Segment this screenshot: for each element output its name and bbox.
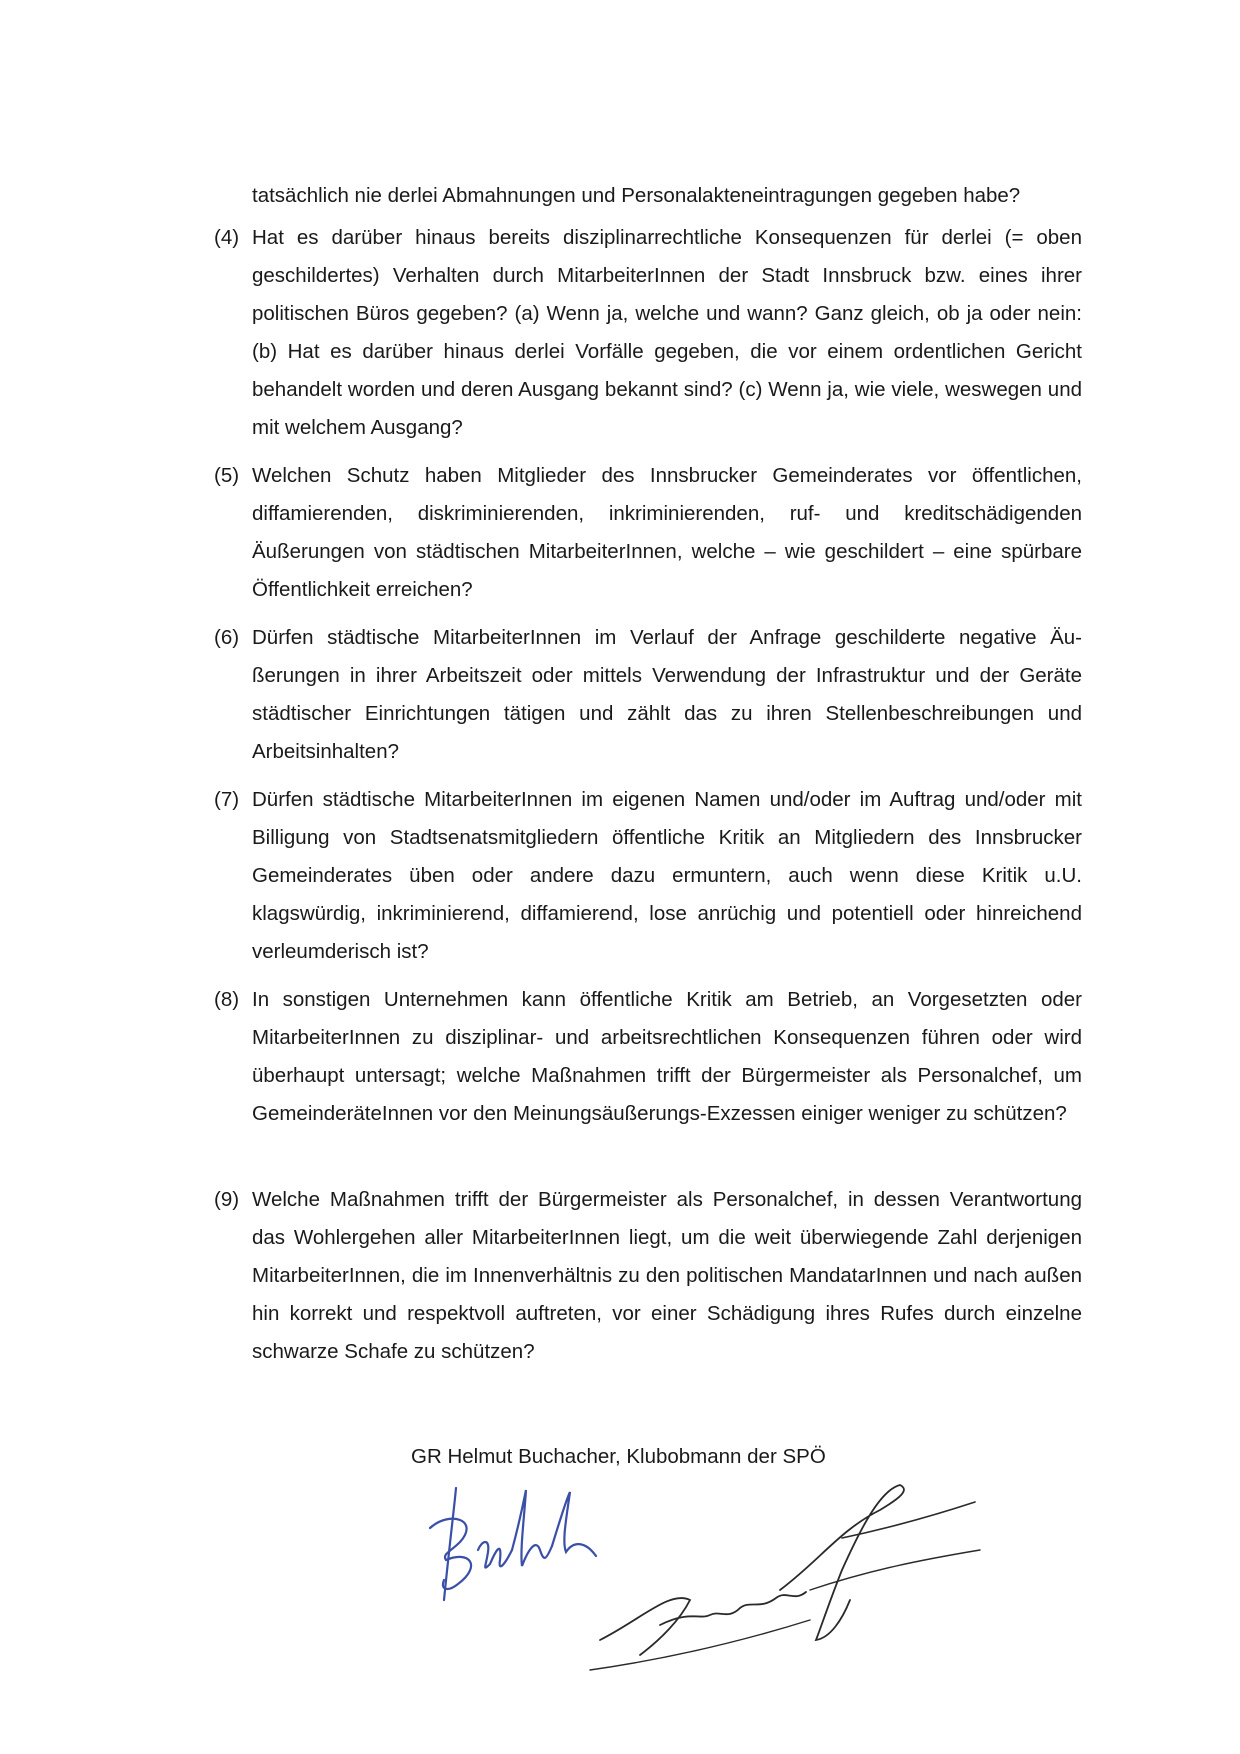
question-list <box>214 219 1082 1381</box>
question-number: (6) <box>214 626 240 649</box>
question-item <box>214 981 1082 1171</box>
question-number: (4) <box>214 226 240 249</box>
question-text: Dürfen städtische MitarbeiterInnen im eigenen Namen und/oder im Auftrag und/oder mit Billigung von Stadtsenatsmitgliedern öffentliche Kritik an Mitgliedern des Innsbrucker Gemeinderates üben oder andere dazu ermuntern, auch wenn diese Kritik u.U. klagswürdig, inkriminierend, diffamierend, lose anrüchig und potentiell oder hinreichend verleumderisch ist? <box>252 788 1082 963</box>
question-item <box>214 457 1082 609</box>
question-item <box>214 781 1082 971</box>
question-text: Welchen Schutz haben Mitglieder des Innsbrucker Gemeinderates vor öffentlichen, diffamierenden, diskriminierenden, inkriminierenden, ruf- und kreditschädigenden Äußerungen von städtischen MitarbeiterInnen, welche – wie geschildert – eine spürbare Öffentlichkeit erreichen? <box>252 464 1082 601</box>
question-text: Welche Maßnahmen trifft der Bürgermeister als Personalchef, in dessen Verantwortung das Wohlergehen aller MitarbeiterInnen liegt, um die weit überwiegende Zahl derjenigen MitarbeiterInnen, die im Innenverhältnis zu den politischen MandatarInnen und nach außen hin korrekt und respektvoll auftreten, vor einer Schädigung ihres Rufes durch einzelne schwarze Schafe zu schützen? <box>252 1188 1082 1363</box>
question-number: (7) <box>214 788 240 811</box>
question-text: In sonstigen Unternehmen kann öffentliche Kritik am Betrieb, an Vorgesetzten oder MitarbeiterInnen zu disziplinar- und arbeitsrechtlichen Konsequenzen führen oder wird überhaupt untersagt; welche Maßnahmen trifft der Bürgermeister als Personalchef, um GemeinderätеInnen vor den Meinungsäußerungs-Exzessen einiger weniger zu schützen? <box>252 988 1082 1125</box>
question-text: Hat es darüber hinaus bereits disziplinarrechtliche Konsequenzen für derlei (= oben geschildertes) Verhalten durch MitarbeiterInnen der Stadt Innsbruck bzw. eines ihrer politischen Büros gegeben? (a) Wenn ja, welche und wann? Ganz gleich, ob ja oder nein: (b) Hat es darüber hinaus derlei Vorfälle gegeben, die vor einem ordentlichen Gericht behandelt worden und deren Ausgang bekannt sind? (c) Wenn ja, wie viele, weswegen und mit welchem Ausgang? <box>252 226 1082 439</box>
question-item <box>214 1181 1082 1371</box>
question-number: (9) <box>214 1188 240 1211</box>
question-item <box>214 619 1082 771</box>
handwritten-signature-black <box>580 1470 1000 1680</box>
continuation-text: tatsächlich nie derlei Abmahnungen und Personalakteneintragungen gegeben habe? <box>252 184 1021 207</box>
question-number: (8) <box>214 988 240 1011</box>
signature-name-line: GR Helmut Buchacher, Klubobmann der SPÖ <box>411 1445 826 1468</box>
question-text: Dürfen städtische MitarbeiterInnen im Verlauf der Anfrage geschilderte negative Äußerungen in ihrer Arbeitszeit oder mittels Verwendung der Infrastruktur und der Geräte städtischer Einrichtungen tätigen und zählt das zu ihren Stellenbeschreibungen und Arbeitsinhalten? <box>252 626 1082 763</box>
question-number: (5) <box>214 464 240 487</box>
question-item <box>214 219 1082 447</box>
